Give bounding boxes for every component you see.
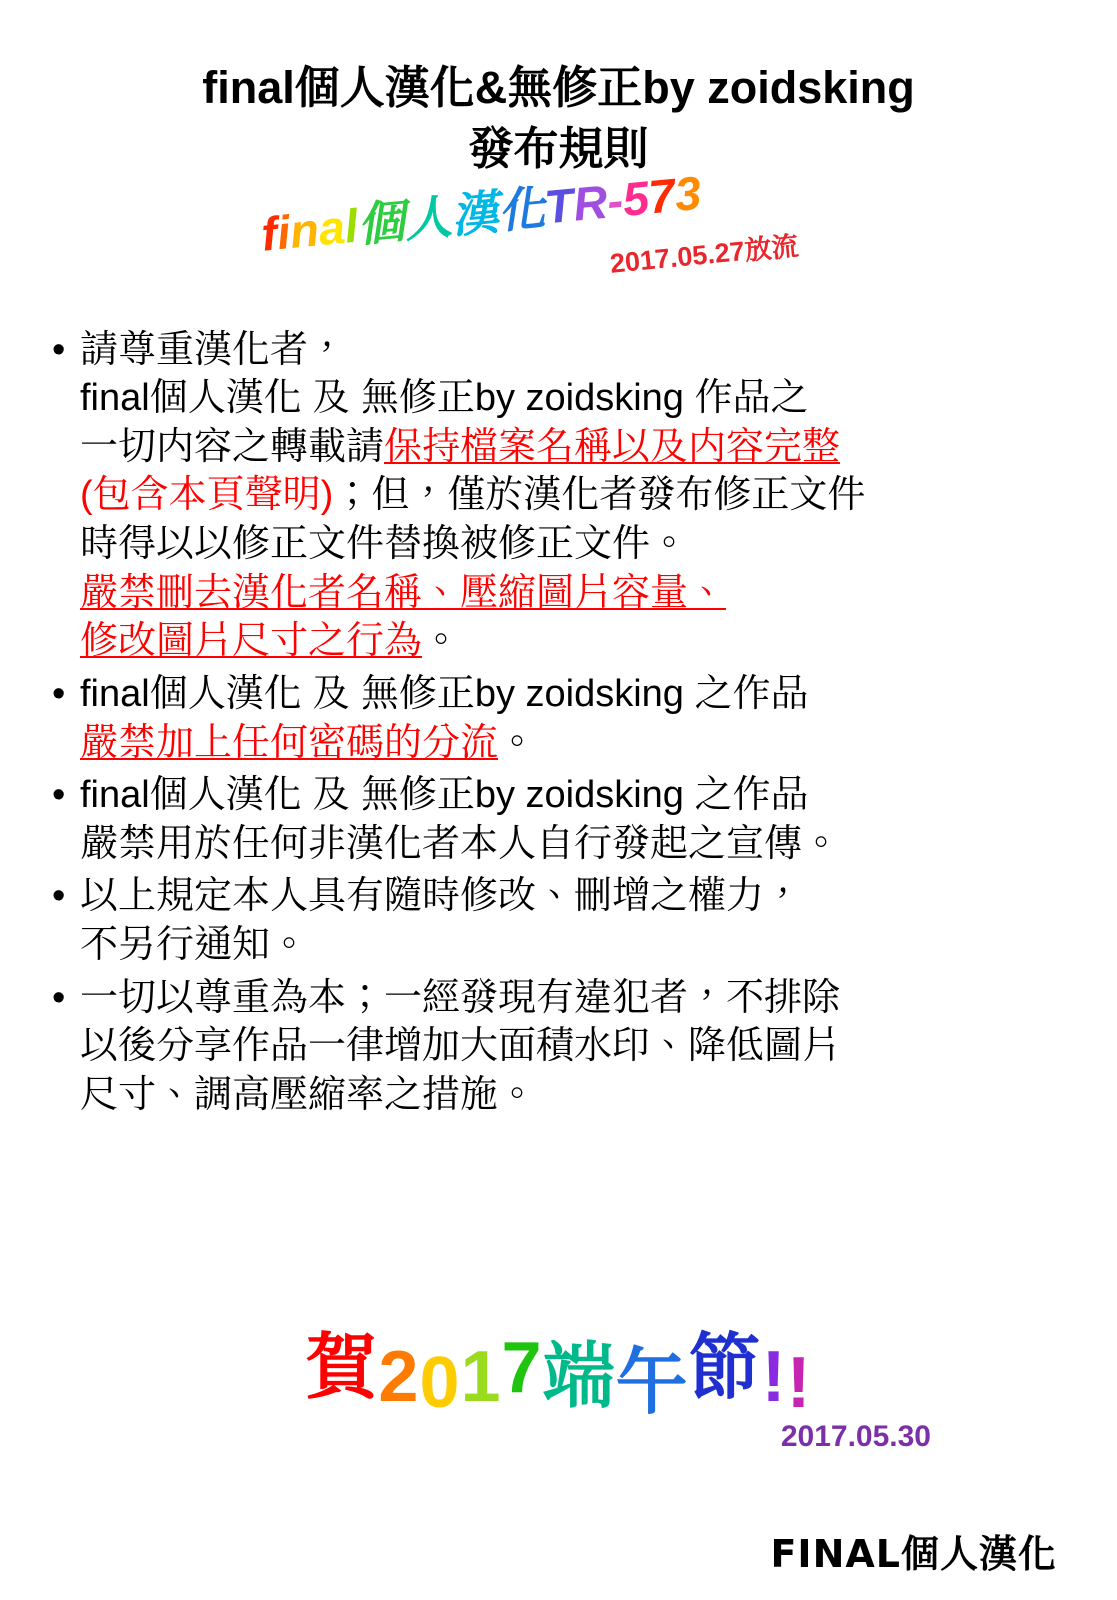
signature-char: 化: [495, 180, 548, 238]
signature-char: 3: [672, 165, 704, 221]
rule-text: [80, 771, 1077, 868]
rule-line: [80, 974, 1077, 1023]
rule-segment: 嚴禁用於任何非漢化者本人自行發起之宣傳。: [80, 822, 841, 865]
festival-greeting-wrap: [0, 1318, 1117, 1422]
greeting-char: 2: [378, 1337, 420, 1417]
rule-line: [80, 569, 1077, 618]
rule-segment: 保持檔案名稱以及内容完整: [384, 425, 841, 468]
rule-item: [52, 326, 1077, 666]
title-line-1: final個人漢化&無修正by zoidsking: [202, 62, 915, 113]
rule-segment: 尺寸、調高壓縮率之措施。: [80, 1073, 537, 1116]
title-line-2: 發布規則: [468, 122, 649, 174]
signature-char: i: [274, 204, 293, 259]
signature-char: l: [342, 198, 361, 253]
signature-char: -: [604, 172, 626, 227]
signature-char: 漢: [448, 184, 501, 242]
rule-segment: 修改圖片尺寸之行為: [80, 620, 423, 663]
rule-line: [80, 719, 1077, 768]
greeting-char: 午: [615, 1343, 689, 1423]
rule-segment: 以後分享作品一律增加大面積水印、降低圖片: [80, 1025, 841, 1068]
rule-segment: 請尊重漢化者，: [80, 328, 347, 371]
greeting-char: 賀: [305, 1328, 379, 1408]
rule-segment: 時得以以修正文件替換被修正文件。: [80, 523, 689, 565]
greeting-char: 7: [501, 1328, 543, 1408]
rule-segment: final個人漢化 及 無修正by zoidsking 作品之: [80, 377, 809, 420]
signature-char: 7: [646, 167, 678, 223]
signature-release-date: 2017.05.27放流: [608, 230, 800, 279]
rule-segment: 一切以尊重為本；一經發現有違犯者，不排除: [80, 976, 841, 1019]
rule-line: [80, 820, 1077, 869]
bullet-icon: •: [52, 976, 66, 1019]
rule-item: [52, 771, 1077, 868]
rule-text: [80, 670, 1077, 767]
rule-line: [80, 617, 1077, 666]
greeting-char: 0: [419, 1343, 461, 1423]
bullet-icon: •: [52, 328, 66, 371]
rule-segment: 嚴禁加上任何密碼的分流: [80, 721, 499, 764]
rule-line: [80, 520, 1077, 569]
rule-segment: (包含本頁聲明): [80, 474, 334, 517]
greeting-char: !: [786, 1343, 812, 1423]
rule-segment: 嚴禁刪去漢化者名稱、壓縮圖片容量、: [80, 571, 727, 614]
rule-segment: 。: [498, 721, 537, 764]
signature-row: [0, 165, 1117, 286]
rule-segment: 一切内容之轉載請: [80, 425, 385, 468]
rule-line: [80, 872, 1077, 921]
rule-item: [52, 670, 1077, 767]
rule-item: [52, 974, 1077, 1120]
bullet-icon: •: [52, 774, 66, 817]
signature-char: 人: [401, 189, 454, 247]
rule-item: [52, 872, 1077, 969]
signature-char: T: [542, 177, 576, 233]
signature-char: n: [287, 201, 322, 258]
rule-text: [80, 974, 1077, 1120]
rules-list: [0, 326, 1117, 1120]
rule-segment: final個人漢化 及 無修正by zoidsking 之作品: [80, 774, 809, 817]
rule-line: [80, 921, 1077, 970]
greeting-date: 2017.05.30: [780, 1420, 931, 1453]
festival-greeting: [305, 1318, 811, 1422]
rule-line: [80, 471, 1077, 520]
signature-char: R: [570, 174, 610, 231]
greeting-char: 節: [688, 1328, 762, 1408]
signature-char: f: [258, 205, 280, 261]
rule-line: [80, 1071, 1077, 1120]
rule-line: [80, 1022, 1077, 1071]
signature-char: 5: [620, 170, 652, 226]
signature-char: 個: [355, 193, 408, 251]
greeting-char: !: [761, 1337, 787, 1417]
greeting-char: 1: [460, 1337, 502, 1417]
rule-line: [80, 374, 1077, 423]
rule-line: [80, 771, 1077, 820]
rule-line: [80, 423, 1077, 472]
footer-brand: FINAL個人漢化: [770, 1532, 1057, 1576]
rule-segment: final個人漢化 及 無修正by zoidsking 之作品: [80, 672, 809, 715]
rule-text: [80, 872, 1077, 969]
rule-segment: 以上規定本人具有隨時修改、刪增之權力，: [80, 875, 803, 918]
rule-segment: 。: [422, 620, 461, 663]
page-title: [0, 0, 1117, 180]
rule-segment: ；但，僅於漢化者發布修正文件: [333, 474, 866, 517]
greeting-char: 端: [542, 1337, 616, 1417]
rule-line: [80, 670, 1077, 719]
rule-line: [80, 326, 1077, 375]
rule-segment: 不另行通知。: [80, 924, 309, 966]
bullet-icon: •: [52, 672, 66, 715]
rule-text: [80, 326, 1077, 666]
signature-char: a: [316, 199, 348, 255]
bullet-icon: •: [52, 875, 66, 918]
